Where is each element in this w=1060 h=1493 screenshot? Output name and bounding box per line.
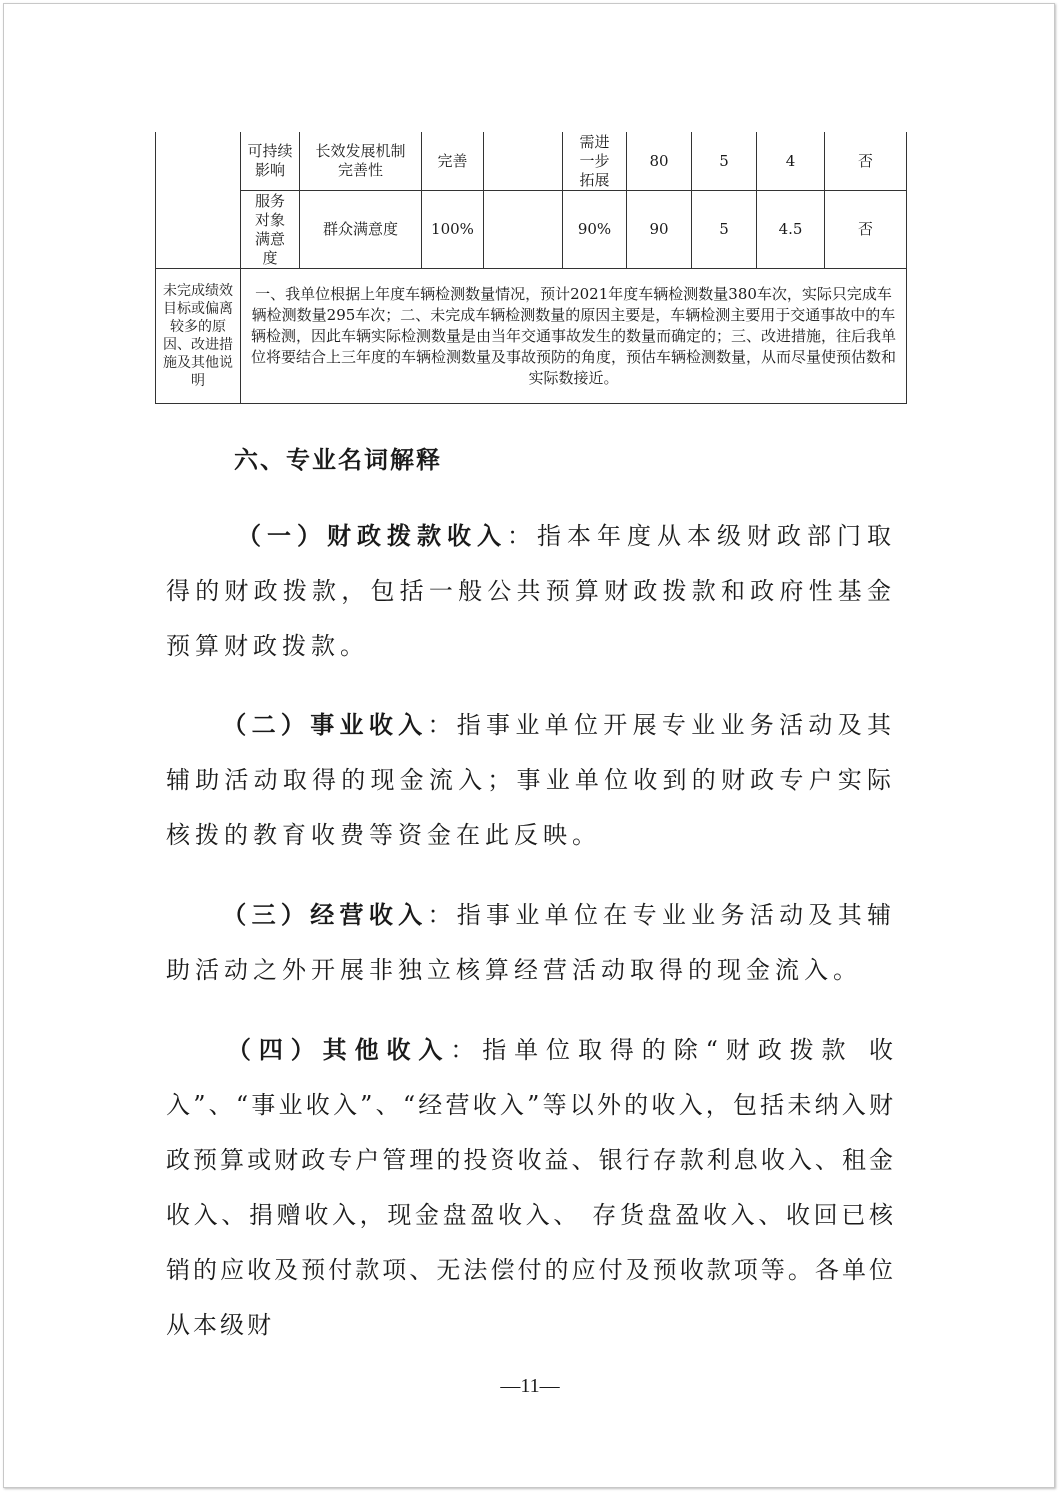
page-number: —11— (500, 1375, 560, 1397)
section-heading: 六、专业名词解释 (234, 446, 442, 474)
sub-indicator-cell: 可持续影响 (241, 132, 300, 191)
definition-paragraph (166, 509, 896, 674)
empty-cell (484, 191, 563, 269)
definition-paragraph (166, 698, 896, 863)
score-a-cell: 5 (692, 132, 757, 191)
indicator-cell: 长效发展机制完善性 (300, 132, 422, 191)
score-b-cell: 4.5 (757, 191, 825, 269)
definition-term: （三）经营收入 (222, 901, 428, 929)
flag-cell: 否 (825, 191, 907, 269)
table-cell-blank (156, 132, 241, 269)
definition-text: ：指单位取得的除“财政拨款 收入”、“事业收入”、“经营收入”等以外的收入，包括未纳入财政预算或财政专户管理的投资收益、银行存款利息收入、租金收入、捐赠收入，现金盘盈收入、 存货盘盈收入、收回已核销的应收及预付款项、无法偿付的应付及预收款项等。各单位从本级财 (166, 1036, 896, 1339)
score-a-cell: 5 (692, 191, 757, 269)
definition-paragraph (166, 1023, 896, 1353)
score-b-cell: 4 (757, 132, 825, 191)
note-text-cell: 一、我单位根据上年度车辆检测数量情况，预计2021年度车辆检测数量380车次，实际只完成车辆检测数量295车次；二、未完成车辆检测数量的原因主要是，车辆检测主要用于交通事故中的车辆检测，因此车辆实际检测数量是由当年交通事故发生的数量而确定的；三、改进措施，往后我单位将要结合上三年度的车辆检测数量及事故预防的角度，预估车辆检测数量，从而尽量使预估数和实际数接近。 (241, 269, 907, 404)
definition-text: ：指本年度从本级财政部门取得的财政拨款，包括一般公共预算财政拨款和政府性基金预算财政拨款。 (166, 522, 896, 660)
sub-indicator-cell: 服务对象满意度 (241, 191, 300, 269)
table-row (156, 191, 907, 269)
note-label-cell: 未完成绩效目标或偏离较多的原因、改进措施及其他说明 (156, 269, 241, 404)
flag-cell: 否 (825, 132, 907, 191)
definition-term: （二）事业收入 (222, 711, 428, 739)
definition-term: （一）财政拨款收入 (236, 522, 507, 550)
target-cell: 100% (422, 191, 484, 269)
table-row (156, 132, 907, 191)
indicator-cell: 群众满意度 (300, 191, 422, 269)
target-cell: 完善 (422, 132, 484, 191)
definition-text: ：指事业单位开展专业业务活动及其辅助活动取得的现金流入；事业单位收到的财政专户实际核拨的教育收费等资金在此反映。 (166, 711, 897, 849)
weight-cell: 90 (627, 191, 692, 269)
table-row (156, 269, 907, 404)
definition-text: ：指事业单位在专业业务活动及其辅助活动之外开展非独立核算经营活动取得的现金流入。 (166, 901, 897, 984)
weight-cell: 80 (627, 132, 692, 191)
definition-term: （四）其他收入 (222, 1036, 451, 1064)
empty-cell (484, 132, 563, 191)
performance-table (155, 132, 907, 404)
actual-cell: 需进一步拓展 (563, 132, 627, 191)
actual-cell: 90% (563, 191, 627, 269)
definition-paragraph (166, 888, 896, 998)
